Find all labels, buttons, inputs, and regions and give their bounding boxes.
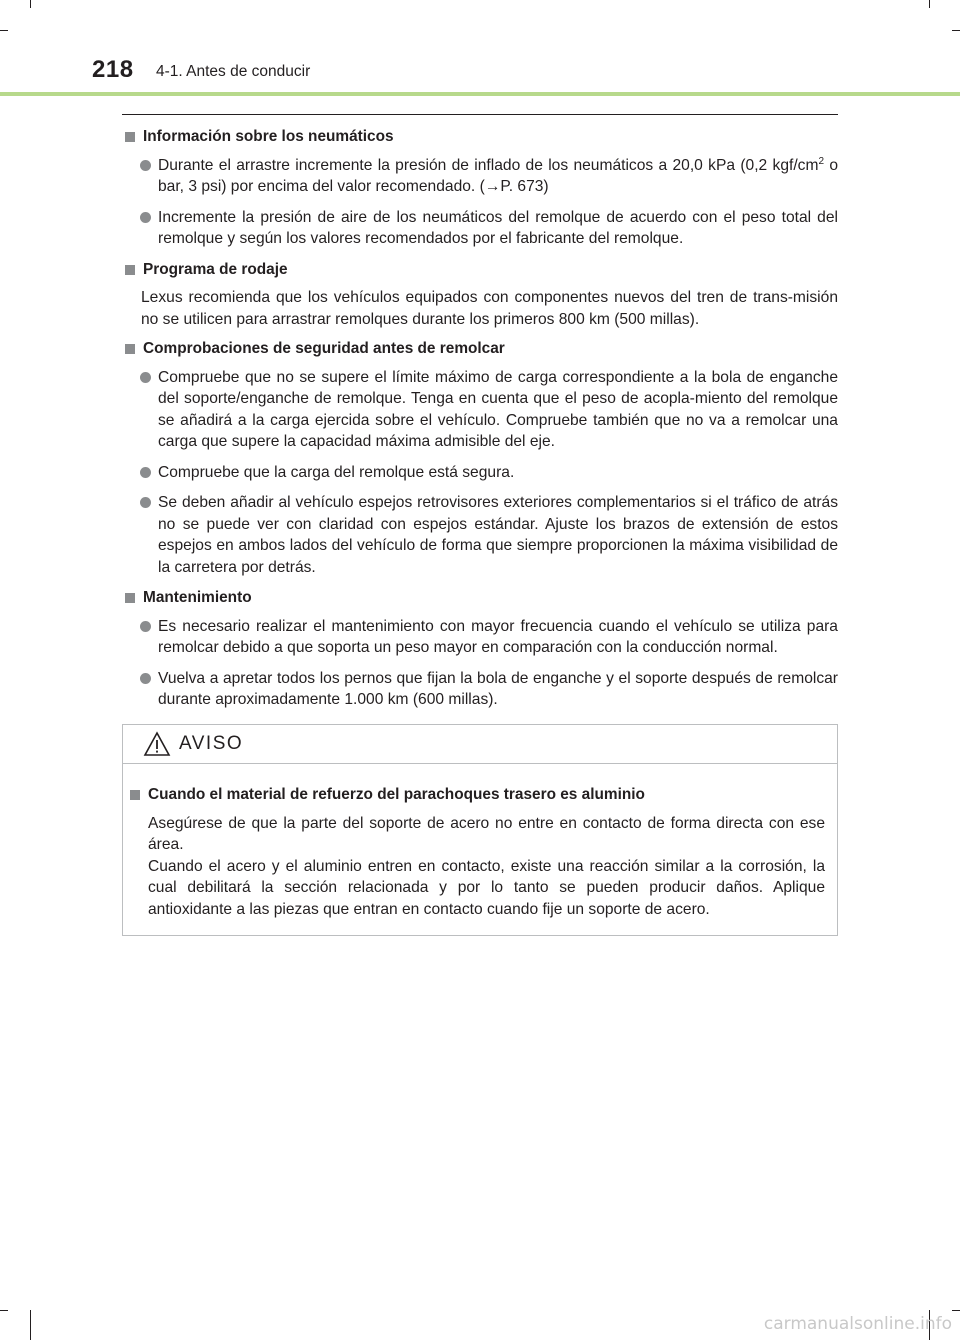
crop-mark [0, 1310, 8, 1311]
heading-text: Información sobre los neumáticos [143, 128, 394, 145]
section-title: 4-1. Antes de conducir [156, 63, 311, 80]
section-heading [122, 338, 838, 360]
paragraph: Asegúrese de que la parte del soporte de acero no entre en contacto de forma directa con ese área. [148, 814, 825, 853]
heading-text: Mantenimiento [143, 589, 252, 606]
list-item [140, 616, 838, 659]
crop-mark [30, 0, 31, 8]
crop-mark [952, 1310, 960, 1311]
section-heading [122, 126, 838, 148]
round-bullet-icon [140, 212, 151, 223]
content-top-rule [122, 114, 838, 115]
round-bullet-icon [140, 372, 151, 383]
list-item-text: Compruebe que la carga del remolque está segura. [158, 463, 515, 481]
watermark: carmanualsonline.info [763, 1314, 952, 1334]
list-item [140, 668, 838, 711]
list-item [140, 462, 838, 484]
list-item-text: Se deben añadir al vehículo espejos retrovisores exteriores complementarios si el tráfico de atrás no se puede ver con claridad con espejos estándar. Ajuste los brazos de extensión de estos espejos en ambos lados del vehículo de forma que siempre proporcionen la máxima visibilidad de la carretera por detrás. [158, 494, 838, 576]
list-item-text [158, 155, 838, 198]
warning-triangle-icon [143, 731, 171, 757]
section-heading [122, 259, 838, 281]
superscript: 2 [818, 155, 825, 167]
crop-mark [929, 0, 930, 8]
heading-text: Programa de rodaje [143, 260, 288, 278]
round-bullet-icon [140, 621, 151, 632]
heading-text: Comprobaciones de seguridad antes de remolcar [143, 340, 505, 357]
square-bullet-icon [130, 790, 140, 800]
paragraph: Cuando el acero y el aluminio entren en contacto, existe una reacción similar a la corrosión, la cual debilitará la sección relacionada y por lo tanto se pueden producir daños. Aplique antioxidante a las piezas que entran en contacto cuando fije un soporte de acero. [148, 857, 825, 918]
crop-mark [952, 30, 960, 31]
list-item [140, 207, 838, 250]
warning-box [122, 724, 838, 936]
square-bullet-icon [125, 132, 135, 142]
round-bullet-icon [140, 467, 151, 478]
list-item-text: Es necesario realizar el mantenimiento con mayor frecuencia cuando el vehículo se utiliza para remolcar debido a que soporta un peso mayor en comparación con la conducción normal. [158, 617, 838, 656]
round-bullet-icon [140, 160, 151, 171]
warning-body [123, 764, 837, 920]
crop-mark [30, 1310, 31, 1340]
list-item [140, 492, 838, 578]
list-item [140, 155, 838, 198]
round-bullet-icon [140, 673, 151, 684]
main-content [122, 124, 838, 720]
paragraph: Lexus recomienda que los vehículos equipados con componentes nuevos del tren de trans-misión no se utilicen para arrastrar remolques durante los primeros 800 km (500 millas). [141, 289, 838, 328]
round-bullet-icon [140, 497, 151, 508]
square-bullet-icon [125, 265, 135, 275]
page-number: 218 [92, 56, 134, 83]
list-item [140, 367, 838, 453]
list-item-text: Vuelva a apretar todos los pernos que fijan la bola de enganche y el soporte después de remolcar durante aproximadamente 1.000 km (600 millas). [158, 669, 838, 708]
list-item-text: Incremente la presión de aire de los neumáticos del remolque de acuerdo con el peso total del remolque y según los valores recomendados por el fabricante del remolque. [158, 208, 838, 247]
heading-text: Cuando el material de refuerzo del parachoques trasero es aluminio [148, 786, 645, 803]
warning-header [123, 725, 837, 764]
warning-title: AVISO [179, 733, 244, 754]
square-bullet-icon [125, 344, 135, 354]
page-header [92, 56, 960, 90]
header-rule [0, 92, 960, 96]
warning-heading [127, 784, 825, 806]
square-bullet-icon [125, 593, 135, 603]
crop-mark [0, 30, 8, 31]
bullet-text-part: Durante el arrastre incremente la presión de inflado de los neumáticos a 20,0 kPa (0,2 kgf/cm [158, 156, 819, 174]
section-heading [122, 587, 838, 609]
list-item-text: Compruebe que no se supere el límite máximo de carga correspondiente a la bola de enganche del soporte/enganche de remolque. Tenga en cuenta que el peso de acopla-miento del remolque se añadirá a la carga ejercida sobre el vehículo. Compruebe también que no va a remolcar una carga que supere la capacidad máxima admisible del eje. [158, 368, 838, 450]
bullet-text-part: o bar, 3 psi) por encima del valor recomendado. (→P. 673) [158, 156, 839, 195]
